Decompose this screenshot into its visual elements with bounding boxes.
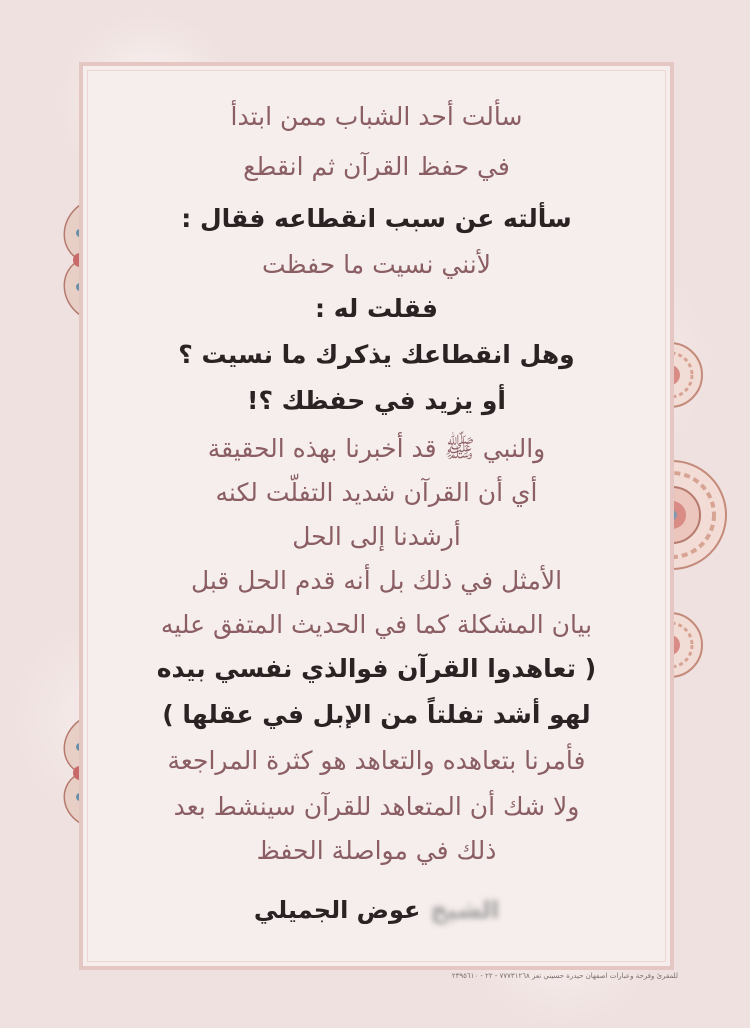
text-line-12: بيان المشكلة كما في الحديث المتفق عليه — [160, 610, 593, 639]
text-line-4: لأنني نسيت ما حفظت — [262, 250, 491, 279]
author-signature — [84, 896, 669, 924]
text-line-14: لهو أشد تفلتاً من الإبل في عقلها ) — [162, 700, 591, 729]
text-line-2: في حفظ القرآن ثم انقطع — [243, 152, 510, 181]
text-line-9: أي أن القرآن شديد التفلّت لكنه — [215, 478, 538, 507]
text-line-8: والنبي ﷺ قد أخبرنا بهذه الحقيقة — [207, 434, 546, 463]
text-line-13: ( تعاهدوا القرآن فوالذي نفسي بيده — [156, 654, 597, 683]
text-line-10: أرشدنا إلى الحل — [292, 522, 461, 551]
text-line-15: فأمرنا بتعاهده والتعاهد هو كثرة المراجعة — [167, 746, 586, 775]
text-line-6: وهل انقطاعك يذكرك ما نسيت ؟ — [178, 340, 575, 369]
printer-footnote: للمقرئ وفرحة وعبارات اصفهان حيدرة حسيني تعز ٧٧٧٣١٢٦٨ - ٢٢ - ٢٣٩٥٦١٠ — [451, 972, 678, 980]
author-name: عوض الجميلي — [253, 896, 421, 924]
text-line-1: سألت أحد الشباب ممن ابتدأ — [230, 102, 523, 131]
text-line-11: الأمثل في ذلك بل أنه قدم الحل قبل — [190, 566, 563, 595]
text-line-16: ولا شك أن المتعاهد للقرآن سينشط بعد — [173, 792, 580, 821]
author-title-blurred: الشيخ — [430, 896, 500, 924]
text-line-3: سألته عن سبب انقطاعه فقال : — [181, 204, 572, 233]
text-line-7: أو يزيد في حفظك ؟! — [247, 386, 506, 415]
text-line-17: ذلك في مواصلة الحفظ — [256, 836, 497, 865]
text-line-5: فقلت له : — [315, 294, 438, 323]
